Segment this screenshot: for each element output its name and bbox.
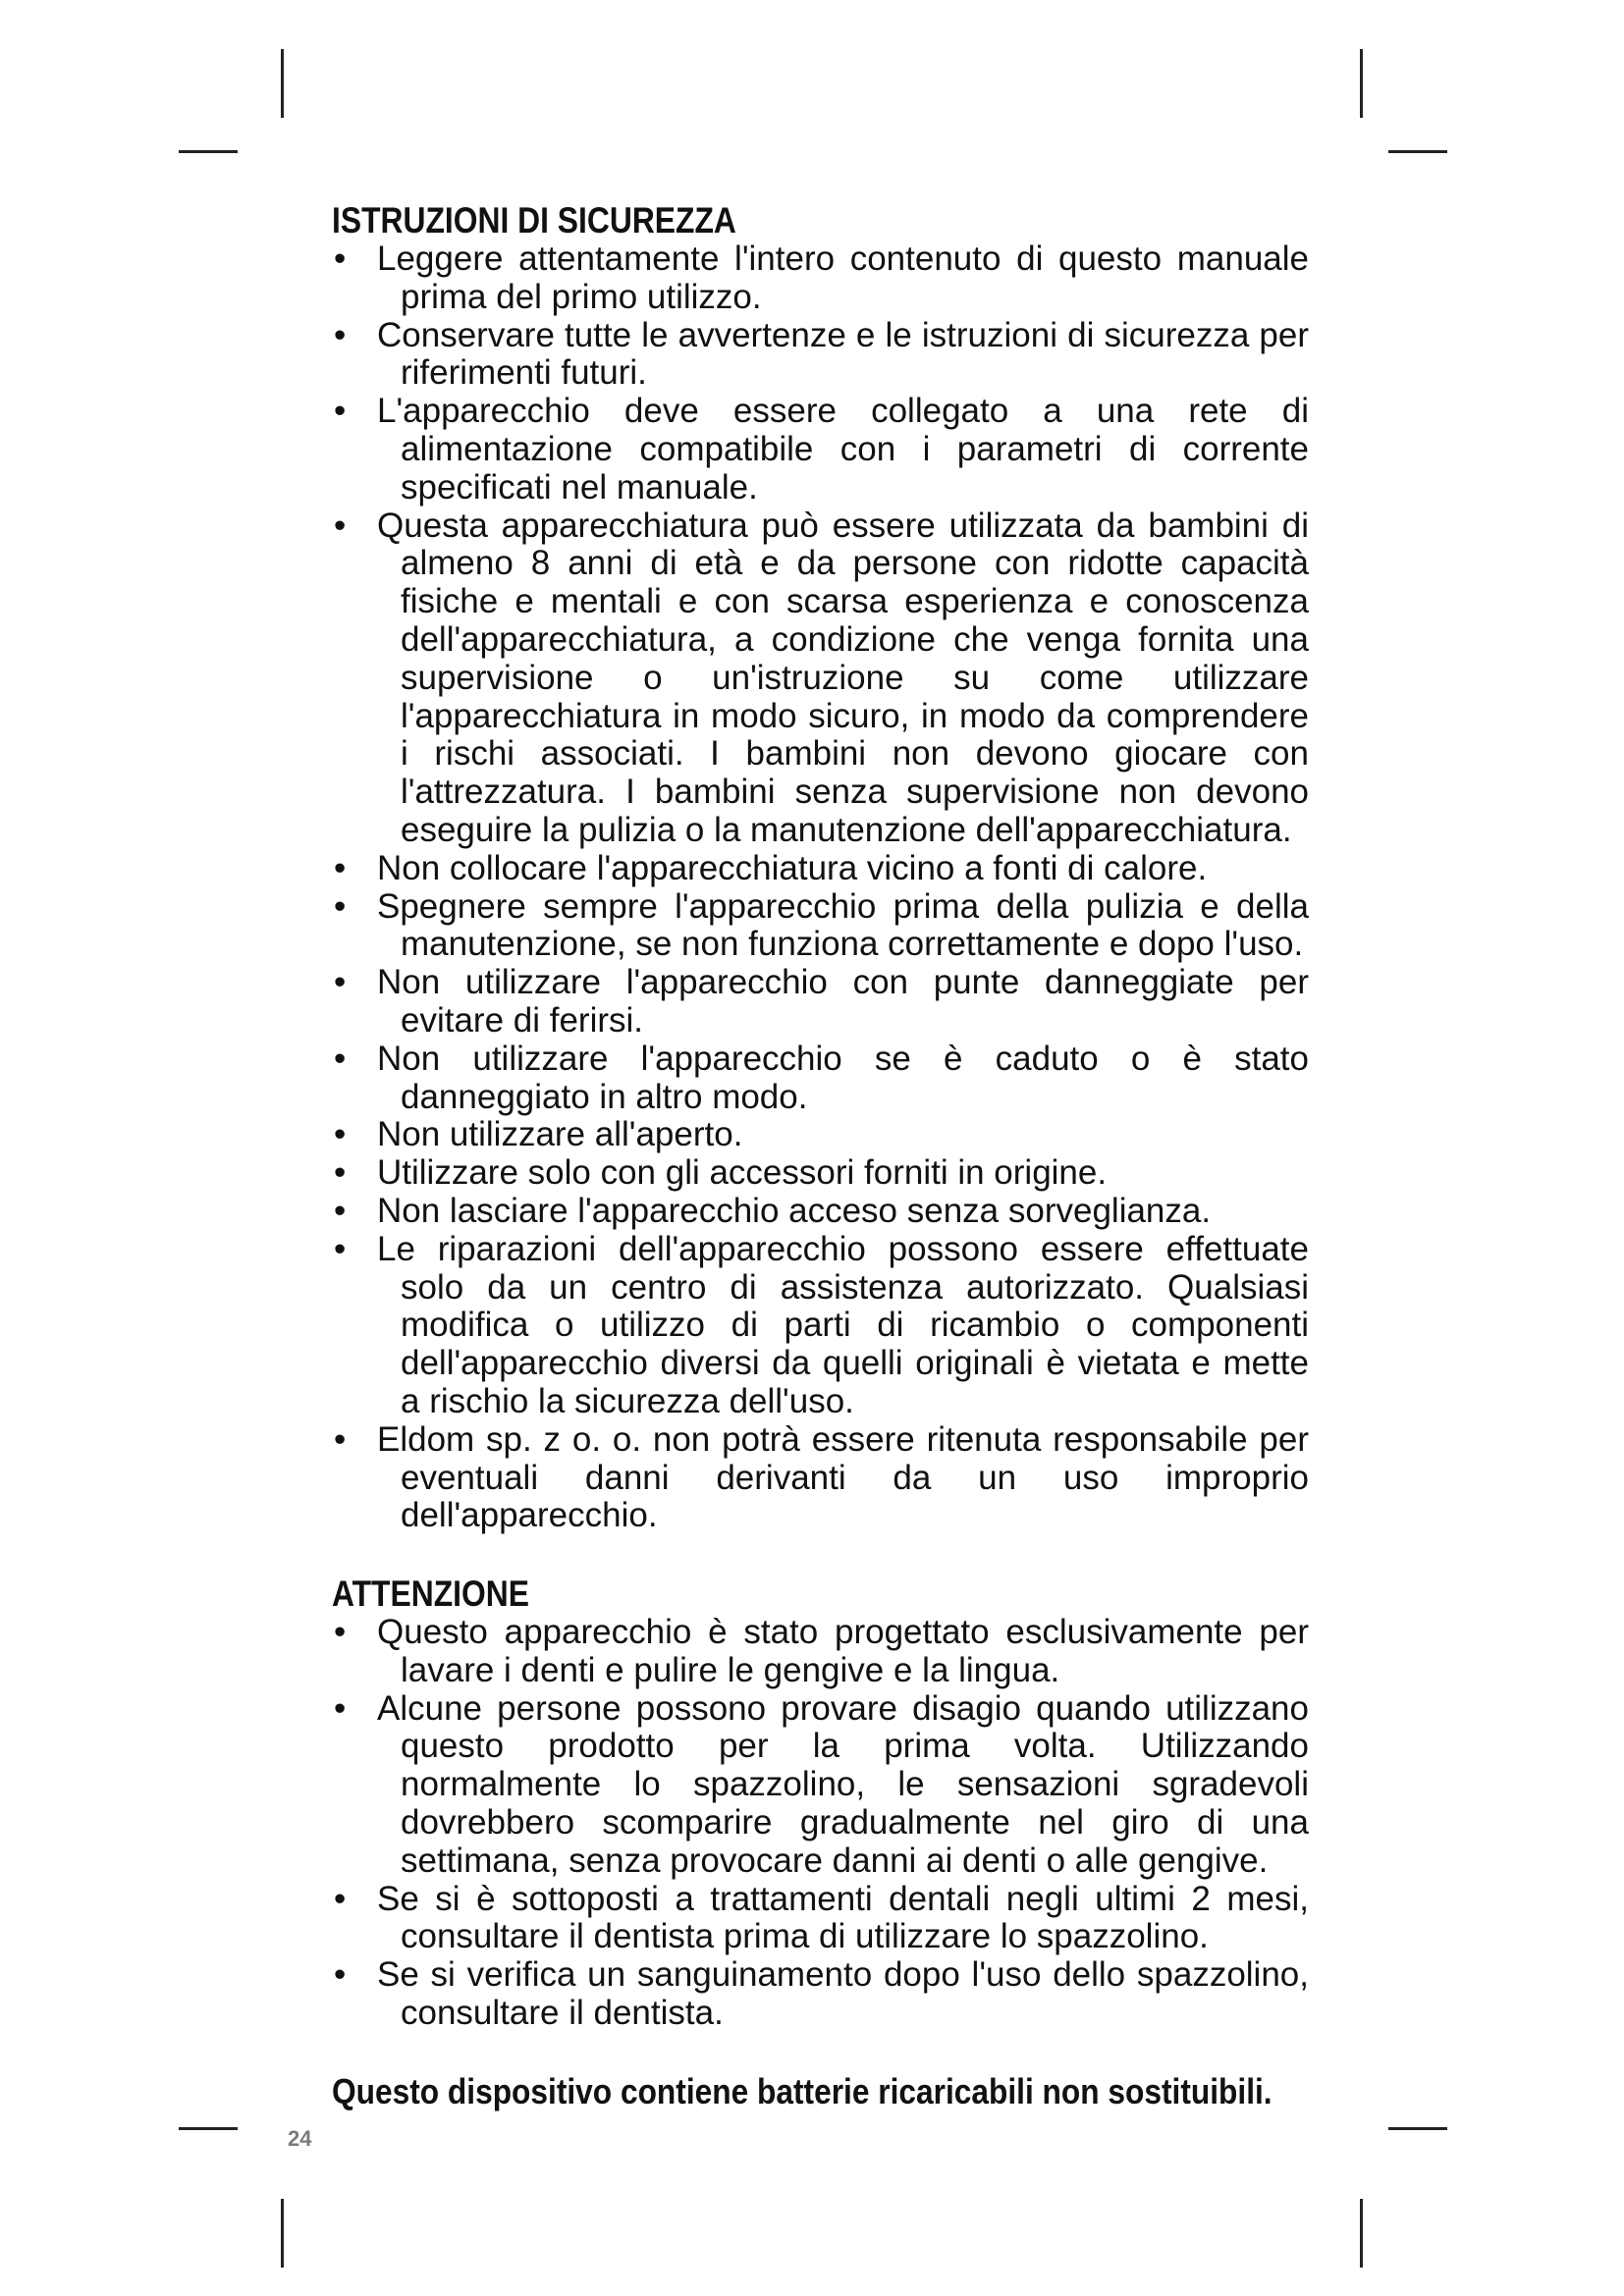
section-title: ATTENZIONE xyxy=(332,1574,529,1615)
list-item: • L'apparecchio deve essere collegato a una rete di alimentazione compatibile con i parametri di corrente specificati nel manuale. xyxy=(332,393,1309,507)
document-body xyxy=(332,201,1309,2147)
battery-note: Questo dispositivo contiene batterie ricaricabili non sostituibili. xyxy=(332,2070,1272,2111)
list-item: • Non utilizzare l'apparecchio se è caduto o è stato danneggiato in altro modo. xyxy=(332,1041,1309,1117)
list-item: • Alcune persone possono provare disagio quando utilizzano questo prodotto per la prima volta. Utilizzando normalmente lo spazzolino, le sensazioni sgradevoli dovrebbero scomparire gradualmente nel giro di una settimana, senza provocare danni ai denti o alle gengive. xyxy=(332,1690,1309,1881)
list-item: • Non utilizzare l'apparecchio con punte danneggiate per evitare di ferirsi. xyxy=(332,964,1309,1041)
list-item: • Eldom sp. z o. o. non potrà essere ritenuta responsabile per eventuali danni derivanti da un uso improprio dell'apparecchio. xyxy=(332,1421,1309,1535)
crop-mark-top-left-vertical xyxy=(281,49,284,118)
list-item: • Se si verifica un sanguinamento dopo l'uso dello spazzolino, consultare il dentista. xyxy=(332,1956,1309,2033)
crop-mark-top-left-horizontal xyxy=(179,150,238,153)
crop-mark-bottom-right-vertical xyxy=(1360,2199,1363,2268)
page-number: 24 xyxy=(288,2126,312,2151)
list-item: • Questa apparecchiatura può essere utilizzata da bambini di almeno 8 anni di età e da persone con ridotte capacità fisiche e mentali e con scarsa esperienza e conoscenza dell'apparecchiatura, a condizione che venga fornita una supervisione o un'istruzione su come utilizzare l'apparecchiatura in modo sicuro, in modo da comprendere i rischi associati. I bambini non devono giocare con l'attrezzatura. I bambini senza supervisione non devono eseguire la pulizia o la manutenzione dell'apparecchiatura. xyxy=(332,507,1309,850)
list-item: • Spegnere sempre l'apparecchio prima della pulizia e della manutenzione, se non funziona correttamente e dopo l'uso. xyxy=(332,888,1309,965)
crop-mark-top-right-horizontal xyxy=(1388,150,1447,153)
bullet-list xyxy=(332,240,1309,1535)
list-item: • Se si è sottoposti a trattamenti dentali negli ultimi 2 mesi, consultare il dentista prima di utilizzare lo spazzolino. xyxy=(332,1881,1309,1957)
list-item: • Conservare tutte le avvertenze e le istruzioni di sicurezza per riferimenti futuri. xyxy=(332,317,1309,394)
list-item: • Non collocare l'apparecchiatura vicino a fonti di calore. xyxy=(332,850,1309,888)
list-item: • Questo apparecchio è stato progettato esclusivamente per lavare i denti e pulire le gengive e la lingua. xyxy=(332,1614,1309,1690)
list-item: • Utilizzare solo con gli accessori forniti in origine. xyxy=(332,1154,1309,1193)
crop-mark-bottom-right-horizontal xyxy=(1388,2127,1447,2130)
safety-instructions-section xyxy=(332,201,1309,1535)
list-item: • Non utilizzare all'aperto. xyxy=(332,1116,1309,1154)
crop-mark-bottom-left-vertical xyxy=(281,2199,284,2268)
crop-mark-top-right-vertical xyxy=(1360,49,1363,118)
warning-section xyxy=(332,1575,1309,2033)
bullet-list xyxy=(332,1614,1309,2033)
list-item: • Non lasciare l'apparecchio acceso senza sorveglianza. xyxy=(332,1193,1309,1231)
crop-mark-bottom-left-horizontal xyxy=(179,2127,238,2130)
list-item: • Leggere attentamente l'intero contenuto di questo manuale prima del primo utilizzo. xyxy=(332,240,1309,317)
section-title: ISTRUZIONI DI SICUREZZA xyxy=(332,200,736,240)
list-item: • Le riparazioni dell'apparecchio possono essere effettuate solo da un centro di assistenza autorizzato. Qualsiasi modifica o utilizzo di parti di ricambio o componenti dell'apparecchio diversi da quelli originali è vietata e mette a rischio la sicurezza dell'uso. xyxy=(332,1231,1309,1421)
